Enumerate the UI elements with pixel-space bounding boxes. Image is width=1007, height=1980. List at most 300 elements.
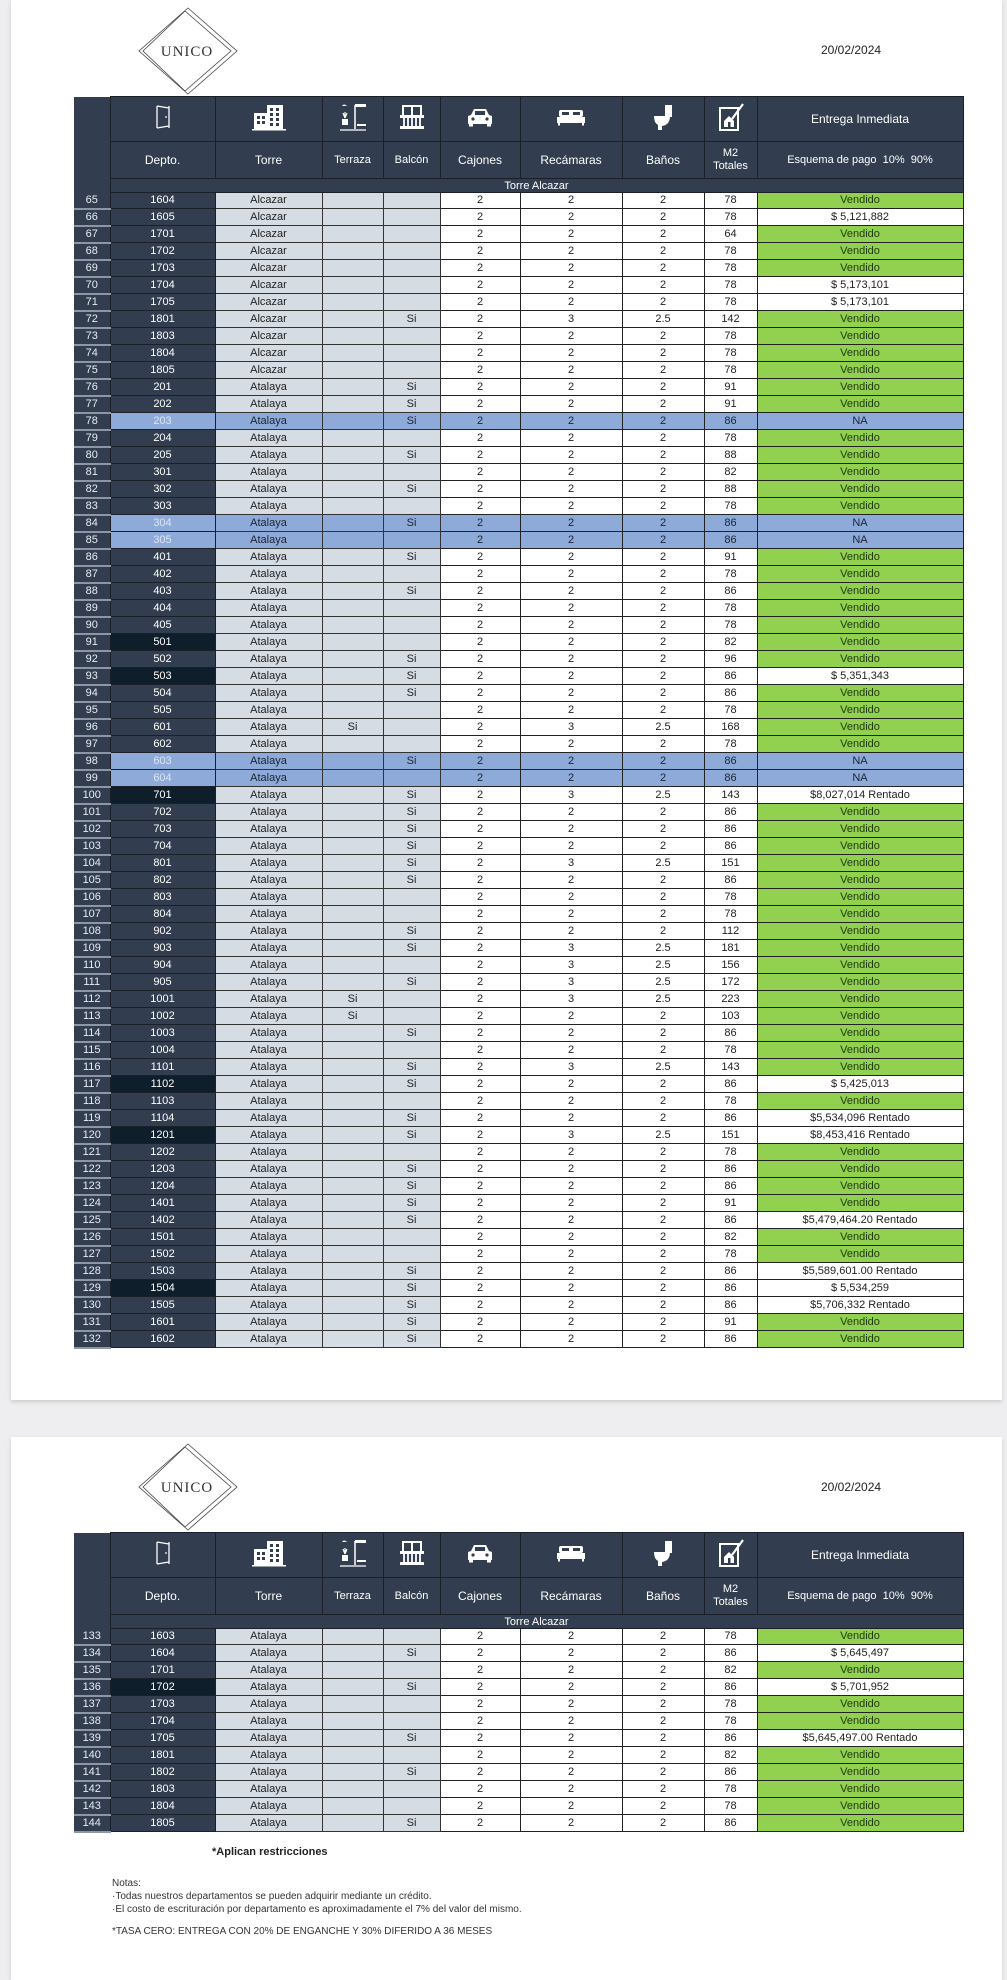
door-icon — [155, 1540, 171, 1566]
row-index: 95 — [74, 702, 110, 719]
row-index: 140 — [74, 1747, 110, 1764]
table-body — [74, 193, 963, 1348]
depto-cell: 304 — [110, 515, 215, 532]
balcon-cell: Si — [383, 855, 440, 872]
balcon-cell: Si — [383, 447, 440, 464]
payment-status-cell: $5,589,601.00 Rentado — [757, 1263, 963, 1280]
payment-status-cell: $5,706,332 Rentado — [757, 1297, 963, 1314]
m2-cell: 82 — [704, 464, 757, 481]
banos-cell: 2 — [622, 1195, 704, 1212]
table-row — [74, 566, 963, 583]
recamaras-cell: 2 — [520, 1314, 622, 1331]
terraza-cell — [322, 260, 383, 277]
depto-icon-cell — [110, 97, 215, 142]
balcon-cell: Si — [383, 1645, 440, 1662]
table-row — [74, 1042, 963, 1059]
table-row — [74, 634, 963, 651]
col-balcon: Balcón — [383, 1578, 440, 1615]
m2-cell: 172 — [704, 974, 757, 991]
row-index: 110 — [74, 957, 110, 974]
torre-cell: Atalaya — [215, 1331, 322, 1348]
payment-status-cell: Vendido — [757, 549, 963, 566]
depto-cell: 1501 — [110, 1229, 215, 1246]
payment-status-cell: Vendido — [757, 617, 963, 634]
row-index: 132 — [74, 1331, 110, 1348]
banos-cell: 2 — [622, 1645, 704, 1662]
m2-cell: 91 — [704, 1314, 757, 1331]
cajones-cell: 2 — [440, 668, 520, 685]
cajones-cell: 2 — [440, 549, 520, 566]
recamaras-cell: 2 — [520, 1781, 622, 1798]
recamaras-cell: 2 — [520, 413, 622, 430]
row-index: 133 — [74, 1629, 110, 1645]
balcon-cell — [383, 991, 440, 1008]
table-row — [74, 193, 963, 209]
torre-cell: Alcazar — [215, 345, 322, 362]
cajones-cell: 2 — [440, 838, 520, 855]
payment-status-cell: Vendido — [757, 464, 963, 481]
payment-status-cell: Vendido — [757, 226, 963, 243]
section-row — [74, 1615, 963, 1629]
row-index: 103 — [74, 838, 110, 855]
banos-cell: 2 — [622, 447, 704, 464]
depto-cell: 1704 — [110, 277, 215, 294]
torre-cell: Atalaya — [215, 1127, 322, 1144]
terraza-cell: Si — [322, 1008, 383, 1025]
terraza-cell — [322, 1110, 383, 1127]
banos-cell: 2 — [622, 804, 704, 821]
terraza-cell — [322, 1212, 383, 1229]
recamaras-cell: 2 — [520, 1178, 622, 1195]
depto-cell: 802 — [110, 872, 215, 889]
banos-icon-cell — [622, 97, 704, 142]
note-item: ·Todas nuestros departamentos se pueden adquirir mediante un crédito. — [112, 1891, 432, 1902]
balcony-icon — [398, 103, 426, 131]
m2-cell: 78 — [704, 1042, 757, 1059]
payment-status-cell: Vendido — [757, 345, 963, 362]
payment-status-cell: Vendido — [757, 1195, 963, 1212]
table-row — [74, 668, 963, 685]
payment-status-cell: Vendido — [757, 362, 963, 379]
terrace-icon — [338, 1538, 368, 1568]
depto-cell: 1003 — [110, 1025, 215, 1042]
payment-status-cell: Vendido — [757, 498, 963, 515]
recamaras-cell: 2 — [520, 736, 622, 753]
balcon-cell: Si — [383, 379, 440, 396]
building-icon — [252, 1539, 286, 1567]
table-row — [74, 940, 963, 957]
row-index: 142 — [74, 1781, 110, 1798]
balcon-cell: Si — [383, 1195, 440, 1212]
cajones-cell: 2 — [440, 1212, 520, 1229]
row-index: 79 — [74, 430, 110, 447]
balcon-cell — [383, 906, 440, 923]
cajones-cell: 2 — [440, 770, 520, 787]
balcon-cell: Si — [383, 311, 440, 328]
banos-cell: 2 — [622, 702, 704, 719]
recamaras-cell: 2 — [520, 193, 622, 209]
cajones-cell: 2 — [440, 498, 520, 515]
building-icon — [252, 103, 286, 131]
depto-cell: 1703 — [110, 260, 215, 277]
payment-status-cell: Vendido — [757, 974, 963, 991]
m2-cell: 82 — [704, 1747, 757, 1764]
torre-cell: Atalaya — [215, 498, 322, 515]
m2-cell: 103 — [704, 1008, 757, 1025]
row-index: 137 — [74, 1696, 110, 1713]
m2-cell: 86 — [704, 685, 757, 702]
banos-cell: 2 — [622, 1730, 704, 1747]
cajones-cell: 2 — [440, 1042, 520, 1059]
recamaras-cell: 3 — [520, 855, 622, 872]
payment-status-cell: Vendido — [757, 1059, 963, 1076]
banos-cell: 2 — [622, 1144, 704, 1161]
m2-cell: 86 — [704, 1297, 757, 1314]
depto-cell: 603 — [110, 753, 215, 770]
section-row — [74, 179, 963, 193]
torre-cell: Atalaya — [215, 804, 322, 821]
payment-status-cell: Vendido — [757, 447, 963, 464]
recamaras-cell: 2 — [520, 1815, 622, 1832]
column-label-row — [74, 1578, 963, 1615]
entrega-inmediata-header: Entrega Inmediata — [757, 1533, 963, 1578]
depto-cell: 503 — [110, 668, 215, 685]
terrace-icon — [338, 102, 368, 132]
torre-cell: Atalaya — [215, 583, 322, 600]
banos-cell: 2 — [622, 1747, 704, 1764]
row-index: 86 — [74, 549, 110, 566]
cajones-cell: 2 — [440, 1730, 520, 1747]
document-page-1 — [11, 0, 1002, 1400]
recamaras-cell: 2 — [520, 328, 622, 345]
row-index: 135 — [74, 1662, 110, 1679]
balcon-cell — [383, 736, 440, 753]
terraza-cell — [322, 498, 383, 515]
cajones-cell: 2 — [440, 1815, 520, 1832]
torre-cell: Atalaya — [215, 1798, 322, 1815]
col-cajones: Cajones — [440, 142, 520, 179]
row-index: 139 — [74, 1730, 110, 1747]
banos-cell: 2.5 — [622, 940, 704, 957]
svg-text:UNICO: UNICO — [160, 44, 214, 60]
cajones-cell: 2 — [440, 1747, 520, 1764]
table-row — [74, 787, 963, 804]
banos-cell: 2 — [622, 1629, 704, 1645]
banos-cell: 2 — [622, 260, 704, 277]
row-index: 106 — [74, 889, 110, 906]
row-index: 91 — [74, 634, 110, 651]
cajones-cell: 2 — [440, 923, 520, 940]
torre-cell: Atalaya — [215, 940, 322, 957]
cajones-cell: 2 — [440, 617, 520, 634]
torre-cell: Atalaya — [215, 430, 322, 447]
column-label-row — [74, 142, 963, 179]
recamaras-cell: 2 — [520, 1229, 622, 1246]
terraza-cell — [322, 1229, 383, 1246]
banos-cell: 2 — [622, 1679, 704, 1696]
depto-cell: 1402 — [110, 1212, 215, 1229]
balcon-cell: Si — [383, 821, 440, 838]
cajones-cell: 2 — [440, 464, 520, 481]
m2-cell: 88 — [704, 447, 757, 464]
torre-cell: Alcazar — [215, 328, 322, 345]
row-index: 77 — [74, 396, 110, 413]
cajones-cell: 2 — [440, 974, 520, 991]
banos-cell: 2 — [622, 1263, 704, 1280]
torre-cell: Atalaya — [215, 532, 322, 549]
bed-icon — [556, 108, 586, 126]
row-index: 128 — [74, 1263, 110, 1280]
banos-cell: 2 — [622, 243, 704, 260]
depto-cell: 1604 — [110, 1645, 215, 1662]
terraza-cell — [322, 1195, 383, 1212]
torre-cell: Atalaya — [215, 396, 322, 413]
m2-cell: 78 — [704, 906, 757, 923]
depto-cell: 1801 — [110, 1747, 215, 1764]
banos-cell: 2 — [622, 770, 704, 787]
balcon-cell: Si — [383, 940, 440, 957]
restrictions-note: *Aplican restricciones — [212, 1846, 328, 1858]
payment-status-cell: Vendido — [757, 1798, 963, 1815]
torre-cell: Alcazar — [215, 362, 322, 379]
payment-status-cell: $ 5,121,882 — [757, 209, 963, 226]
recamaras-cell: 2 — [520, 804, 622, 821]
banos-cell: 2 — [622, 872, 704, 889]
table-row — [74, 362, 963, 379]
depto-cell: 501 — [110, 634, 215, 651]
row-index: 102 — [74, 821, 110, 838]
banos-cell: 2 — [622, 430, 704, 447]
payment-status-cell: Vendido — [757, 1713, 963, 1730]
table-row — [74, 1331, 963, 1348]
inventory-sheet-2 — [74, 1532, 963, 1833]
terraza-cell — [322, 1764, 383, 1781]
payment-status-cell: Vendido — [757, 328, 963, 345]
torre-cell: Atalaya — [215, 634, 322, 651]
payment-status-cell: Vendido — [757, 1314, 963, 1331]
banos-cell: 2 — [622, 1331, 704, 1348]
balcon-cell — [383, 193, 440, 209]
balcon-cell: Si — [383, 1059, 440, 1076]
recamaras-cell: 2 — [520, 1008, 622, 1025]
terraza-cell — [322, 1280, 383, 1297]
table-row — [74, 617, 963, 634]
m2-cell: 86 — [704, 1025, 757, 1042]
m2-cell: 78 — [704, 600, 757, 617]
m2-cell: 86 — [704, 838, 757, 855]
recamaras-cell: 2 — [520, 1195, 622, 1212]
recamaras-cell: 2 — [520, 396, 622, 413]
payment-status-cell: $5,479,464.20 Rentado — [757, 1212, 963, 1229]
torre-cell: Atalaya — [215, 702, 322, 719]
terraza-cell — [322, 515, 383, 532]
table-row — [74, 1178, 963, 1195]
recamaras-cell: 3 — [520, 1127, 622, 1144]
m2-cell: 86 — [704, 1076, 757, 1093]
banos-cell: 2 — [622, 498, 704, 515]
depto-cell: 1204 — [110, 1178, 215, 1195]
m2-cell: 91 — [704, 396, 757, 413]
depto-cell: 1001 — [110, 991, 215, 1008]
cajones-cell: 2 — [440, 328, 520, 345]
torre-cell: Atalaya — [215, 1212, 322, 1229]
torre-cell: Atalaya — [215, 447, 322, 464]
m2-cell: 96 — [704, 651, 757, 668]
row-index: 74 — [74, 345, 110, 362]
m2-cell: 78 — [704, 1696, 757, 1713]
terraza-cell — [322, 702, 383, 719]
terraza-cell — [322, 1127, 383, 1144]
depto-cell: 1702 — [110, 1679, 215, 1696]
terraza-cell — [322, 770, 383, 787]
payment-status-cell: Vendido — [757, 923, 963, 940]
table-row — [74, 260, 963, 277]
m2-cell: 86 — [704, 515, 757, 532]
recamaras-cell: 2 — [520, 549, 622, 566]
cajones-cell: 2 — [440, 600, 520, 617]
banos-cell: 2 — [622, 583, 704, 600]
row-index: 143 — [74, 1798, 110, 1815]
col-recamaras: Recámaras — [520, 142, 622, 179]
m2-cell: 78 — [704, 1144, 757, 1161]
terraza-cell — [322, 345, 383, 362]
terraza-cell — [322, 889, 383, 906]
terraza-cell — [322, 1178, 383, 1195]
banos-cell: 2.5 — [622, 719, 704, 736]
recamaras-cell: 2 — [520, 260, 622, 277]
banos-cell: 2 — [622, 634, 704, 651]
depto-cell: 1503 — [110, 1263, 215, 1280]
index-header — [74, 1533, 110, 1629]
torre-cell: Atalaya — [215, 1161, 322, 1178]
banos-cell: 2 — [622, 362, 704, 379]
balcon-cell: Si — [383, 668, 440, 685]
recamaras-icon-cell — [520, 1533, 622, 1578]
cajones-cell: 2 — [440, 1696, 520, 1713]
cajones-cell: 2 — [440, 1280, 520, 1297]
terraza-cell — [322, 617, 383, 634]
banos-cell: 2 — [622, 1212, 704, 1229]
balcon-cell: Si — [383, 838, 440, 855]
balcon-icon-cell — [383, 97, 440, 142]
balcon-cell — [383, 277, 440, 294]
m2-cell: 78 — [704, 260, 757, 277]
torre-cell: Atalaya — [215, 1764, 322, 1781]
banos-cell: 2 — [622, 193, 704, 209]
cajones-cell: 2 — [440, 396, 520, 413]
banos-cell: 2 — [622, 1161, 704, 1178]
row-index: 104 — [74, 855, 110, 872]
payment-status-cell: Vendido — [757, 838, 963, 855]
balcon-cell — [383, 1246, 440, 1263]
terraza-cell — [322, 1297, 383, 1314]
torre-cell: Atalaya — [215, 1662, 322, 1679]
m2-cell: 151 — [704, 855, 757, 872]
floorplan-icon — [717, 101, 745, 133]
terraza-cell — [322, 736, 383, 753]
terraza-cell — [322, 600, 383, 617]
balcon-cell — [383, 1696, 440, 1713]
recamaras-cell: 2 — [520, 1144, 622, 1161]
recamaras-cell: 2 — [520, 1161, 622, 1178]
m2-cell: 91 — [704, 549, 757, 566]
torre-cell: Alcazar — [215, 226, 322, 243]
row-index: 75 — [74, 362, 110, 379]
bed-icon — [556, 1544, 586, 1562]
torre-cell: Atalaya — [215, 787, 322, 804]
col-torre: Torre — [215, 142, 322, 179]
depto-cell: 1705 — [110, 1730, 215, 1747]
recamaras-cell: 2 — [520, 345, 622, 362]
table-row — [74, 447, 963, 464]
cajones-cell: 2 — [440, 1314, 520, 1331]
payment-status-cell: NA — [757, 515, 963, 532]
row-index: 72 — [74, 311, 110, 328]
payment-status-cell: NA — [757, 413, 963, 430]
terraza-cell — [322, 1747, 383, 1764]
table-row — [74, 345, 963, 362]
cajones-cell: 2 — [440, 1195, 520, 1212]
row-index: 136 — [74, 1679, 110, 1696]
banos-cell: 2.5 — [622, 991, 704, 1008]
cajones-cell: 2 — [440, 1025, 520, 1042]
torre-cell: Atalaya — [215, 549, 322, 566]
row-index: 118 — [74, 1093, 110, 1110]
torre-cell: Alcazar — [215, 260, 322, 277]
recamaras-cell: 2 — [520, 600, 622, 617]
payment-status-cell: Vendido — [757, 821, 963, 838]
recamaras-cell: 2 — [520, 430, 622, 447]
recamaras-cell: 2 — [520, 753, 622, 770]
row-index: 125 — [74, 1212, 110, 1229]
cajones-cell: 2 — [440, 515, 520, 532]
banos-cell: 2 — [622, 566, 704, 583]
icon-header-row — [74, 1533, 963, 1578]
cajones-cell: 2 — [440, 719, 520, 736]
cajones-cell: 2 — [440, 889, 520, 906]
cajones-cell: 2 — [440, 413, 520, 430]
torre-cell: Atalaya — [215, 906, 322, 923]
torre-cell: Atalaya — [215, 481, 322, 498]
payment-status-cell: Vendido — [757, 702, 963, 719]
row-index: 120 — [74, 1127, 110, 1144]
payment-status-cell: NA — [757, 532, 963, 549]
torre-cell: Atalaya — [215, 668, 322, 685]
m2-cell: 143 — [704, 1059, 757, 1076]
banos-cell: 2 — [622, 889, 704, 906]
terraza-cell — [322, 804, 383, 821]
depto-cell: 904 — [110, 957, 215, 974]
recamaras-cell: 2 — [520, 651, 622, 668]
table-row — [74, 583, 963, 600]
balcon-cell — [383, 1798, 440, 1815]
cajones-cell: 2 — [440, 345, 520, 362]
table-row — [74, 1059, 963, 1076]
recamaras-cell: 2 — [520, 481, 622, 498]
depto-cell: 1803 — [110, 1781, 215, 1798]
depto-cell: 1801 — [110, 311, 215, 328]
depto-cell: 1605 — [110, 209, 215, 226]
balcon-cell — [383, 464, 440, 481]
balcon-cell: Si — [383, 1314, 440, 1331]
payment-status-cell: Vendido — [757, 991, 963, 1008]
recamaras-cell: 2 — [520, 1246, 622, 1263]
payment-status-cell: Vendido — [757, 311, 963, 328]
cajones-cell: 2 — [440, 804, 520, 821]
depto-cell: 1705 — [110, 294, 215, 311]
cajones-cell: 2 — [440, 294, 520, 311]
table-row — [74, 277, 963, 294]
